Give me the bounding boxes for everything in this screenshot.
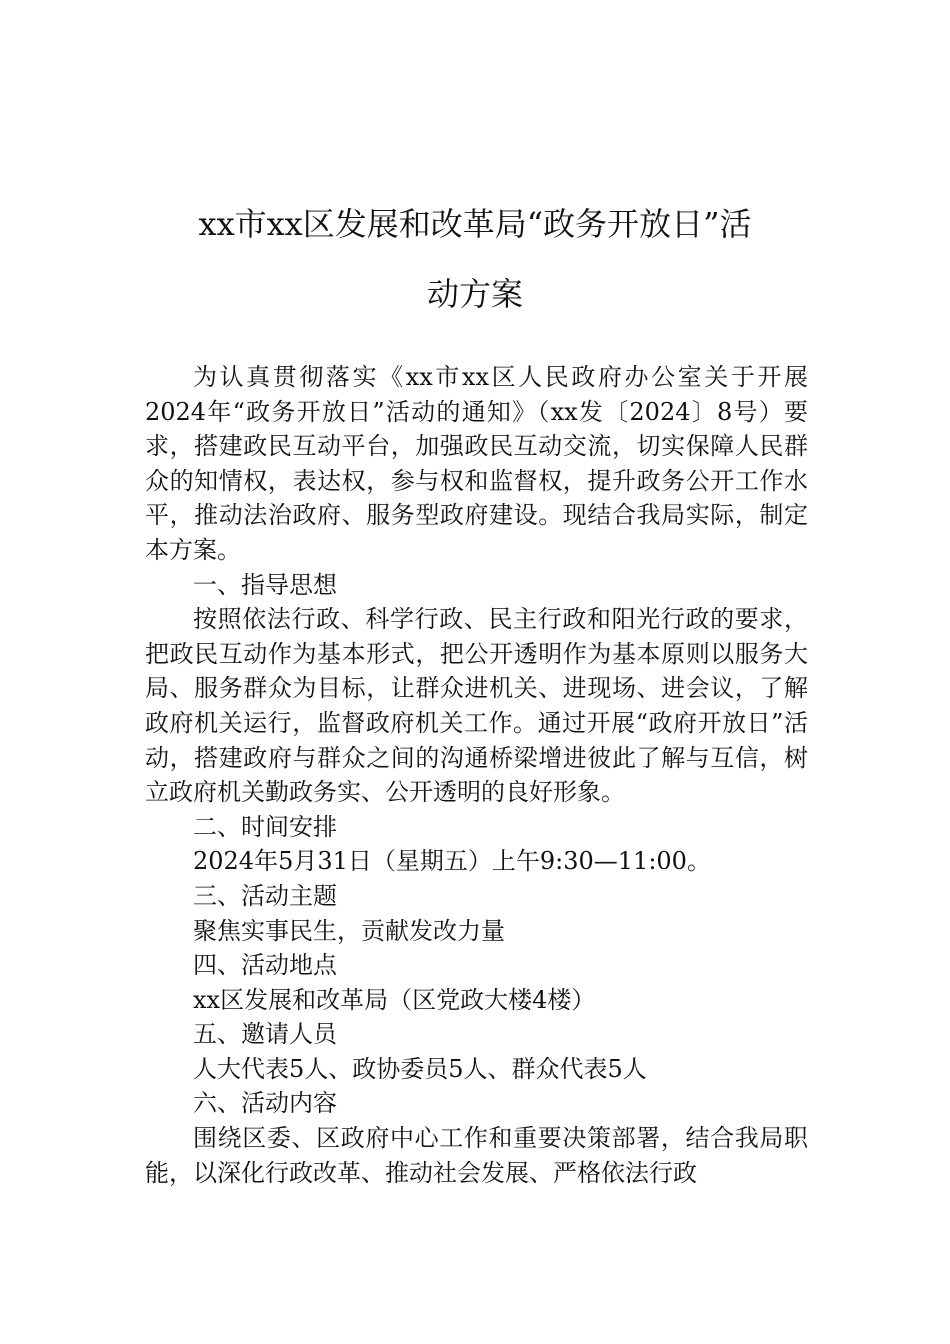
document-body [145,360,808,1190]
document-title-line-1: xx市xx区发展和改革局“政务开放日”活 [198,205,752,243]
document-title-line-2: 动方案 [426,275,523,313]
section-content-activities: 围绕区委、区政府中心工作和重要决策部署，结合我局职能，以深化行政改革、推动社会发展、严格依法行政 [145,1124,808,1187]
section-content-schedule: 2024年5月31日（星期五）上午9:30—11:00。 [193,847,711,876]
section-content-theme: 聚焦实事民生，贡献发改力量 [193,916,505,945]
section-heading-location: 四、活动地点 [193,951,337,980]
section-heading-invitees: 五、邀请人员 [193,1020,337,1049]
section-heading-activities: 六、活动内容 [193,1089,337,1118]
section-content-guiding-ideology: 按照依法行政、科学行政、民主行政和阳光行政的要求，把政民互动作为基本形式，把公开透明作为基本原则以服务大局、服务群众为目标，让群众进机关、进现场、进会议，了解政府机关运行，监督政府机关工作。通过开展“政府开放日”活动，搭建政府与群众之间的沟通桥梁增进彼此了解与互信，树立政府机关勤政务实、公开透明的良好形象。 [145,605,808,807]
section-heading-theme: 三、活动主题 [193,881,337,910]
section-heading-guiding-ideology: 一、指导思想 [193,570,337,599]
section-heading-schedule: 二、时间安排 [193,812,337,841]
section-content-location: xx区发展和改革局（区党政大楼4楼） [193,985,596,1014]
section-content-invitees: 人大代表5人、政协委员5人、群众代表5人 [193,1054,647,1083]
intro-paragraph: 为认真贯彻落实《xx市xx区人民政府办公室关于开展2024年“政务开放日”活动的通知》（xx发〔2024〕8号）要求，搭建政民互动平台，加强政民互动交流，切实保障人民群众的知情权，表达权，参与权和监督权，提升政务公开工作水平，推动法治政府、服务型政府建设。现结合我局实际，制定本方案。 [145,363,808,564]
